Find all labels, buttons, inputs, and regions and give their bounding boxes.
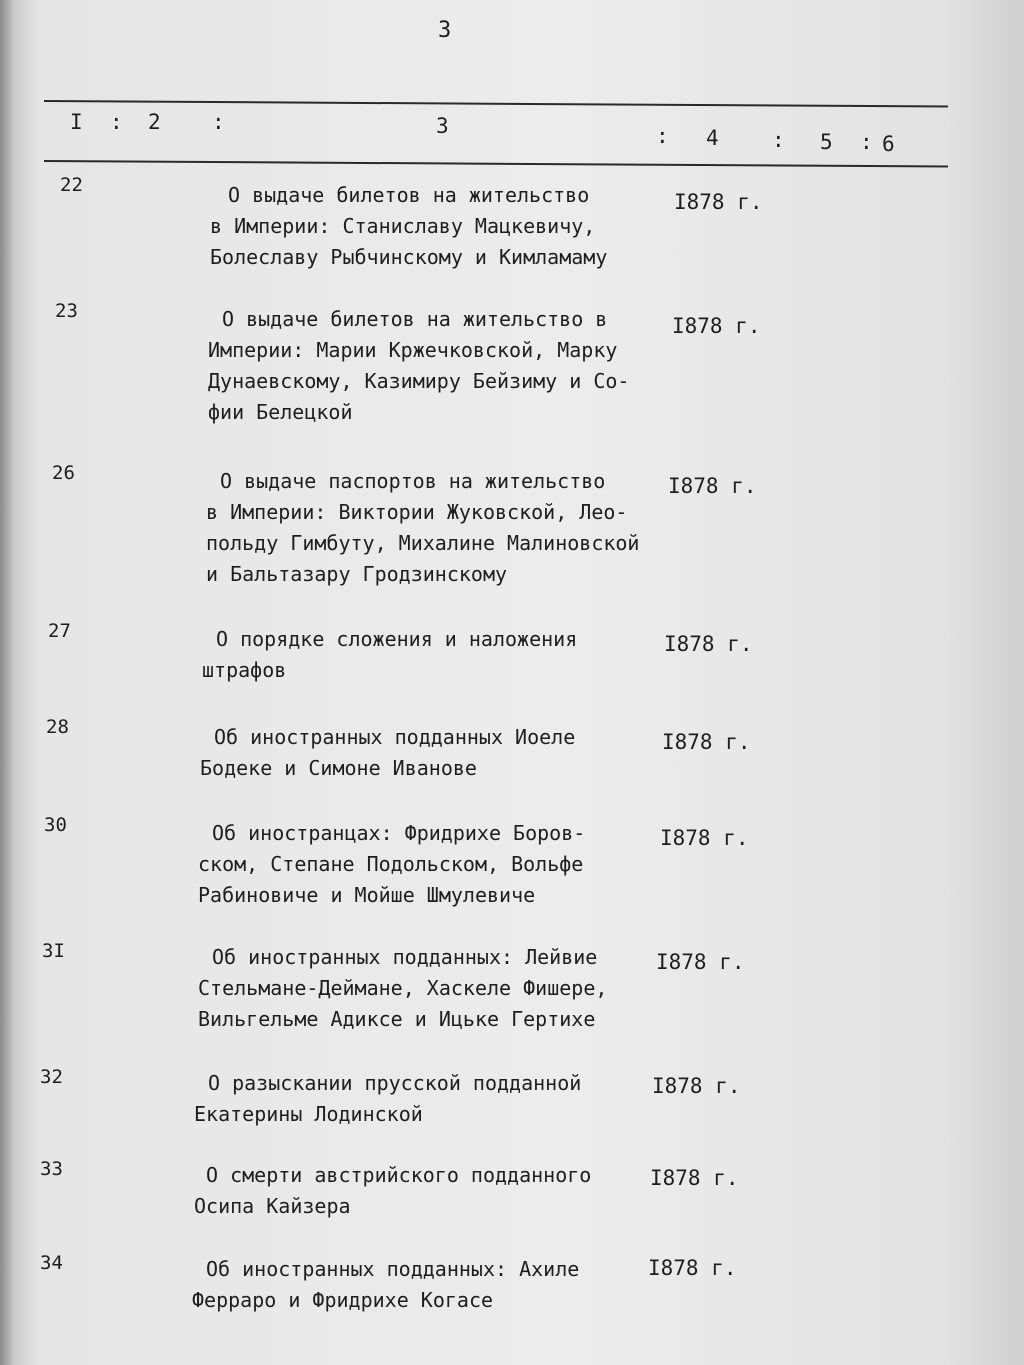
- row-year: I878 г.: [660, 826, 749, 850]
- row-title-line: штрафов: [202, 658, 287, 682]
- row-title-line: О выдаче билетов на жительство: [228, 183, 590, 207]
- header-col-1: I: [70, 110, 83, 134]
- row-year: I878 г.: [648, 1256, 737, 1280]
- row-year: I878 г.: [662, 730, 751, 754]
- row-title: [198, 942, 678, 1035]
- row-title-line: О выдаче паспортов на жительство: [220, 469, 606, 493]
- row-title-line: Дунаевскому, Казимиру Бейзиму и Со-: [208, 369, 630, 393]
- row-year: I878 г.: [656, 950, 745, 974]
- header-col-5: 5: [820, 130, 833, 154]
- header-col-4: 4: [706, 126, 719, 150]
- row-title: [202, 624, 682, 686]
- row-title: [208, 304, 688, 428]
- row-title: [192, 1254, 672, 1316]
- row-title-line: О смерти австрийского подданного: [206, 1163, 592, 1187]
- row-title-line: Болеславу Рыбчинскому и Кимламаму: [210, 245, 608, 269]
- row-title-line: Рабиновиче и Мойше Шмулевиче: [198, 883, 536, 907]
- row-title-line: Об иностранных подданных: Лейвие: [212, 945, 598, 969]
- row-title: [206, 466, 686, 590]
- row-year: I878 г.: [664, 632, 753, 656]
- row-year: I878 г.: [668, 474, 757, 498]
- row-number: 34: [40, 1252, 63, 1274]
- row-number: 30: [44, 814, 67, 836]
- row-title-line: ском, Степане Подольском, Вольфе: [198, 852, 584, 876]
- row-title-line: Стельмане-Деймане, Хаскеле Фишере,: [198, 976, 608, 1000]
- row-title: [194, 1160, 674, 1222]
- header-separator: :: [772, 128, 785, 152]
- row-title-line: польду Гимбуту, Михалине Малиновской: [206, 531, 640, 555]
- row-title-line: Об иностранных подданных: Ахиле: [206, 1257, 580, 1281]
- row-title-line: Осипа Кайзера: [194, 1194, 351, 1218]
- row-year: I878 г.: [650, 1166, 739, 1190]
- header-rule-top: [44, 100, 948, 108]
- row-number: 32: [40, 1066, 63, 1088]
- row-title: [210, 180, 690, 273]
- row-number: 27: [48, 620, 71, 642]
- row-number: 22: [60, 174, 83, 196]
- row-title-line: Екатерины Лодинской: [194, 1102, 423, 1126]
- row-title: [200, 722, 680, 784]
- page-edge-shadow: [0, 0, 14, 1365]
- header-col-6: 6: [882, 132, 895, 156]
- header-separator: :: [860, 130, 873, 154]
- row-title-line: в Империи: Виктории Жуковской, Лео-: [206, 500, 628, 524]
- row-title-line: О порядке сложения и наложения: [216, 627, 578, 651]
- row-year: I878 г.: [652, 1074, 741, 1098]
- page-number: 3: [438, 18, 452, 43]
- row-title-line: О выдаче билетов на жительство в: [222, 307, 608, 331]
- row-year: I878 г.: [674, 190, 763, 214]
- row-title-line: Империи: Марии Кржечковской, Марку: [208, 338, 618, 362]
- header-rule-bottom: [44, 160, 948, 168]
- header-col-2: 2: [148, 110, 161, 134]
- row-title-line: Об иностранцах: Фридрихе Боров-: [212, 821, 586, 845]
- row-title-line: О разыскании прусской подданной: [208, 1071, 582, 1095]
- row-title: [198, 818, 678, 911]
- row-title-line: в Империи: Станиславу Мацкевичу,: [210, 214, 596, 238]
- row-title-line: и Бальтазару Гродзинскому: [206, 562, 508, 586]
- row-number: 3I: [42, 940, 65, 962]
- row-number: 23: [55, 300, 78, 322]
- header-separator: :: [656, 124, 669, 148]
- row-year: I878 г.: [672, 314, 761, 338]
- row-title-line: фии Белецкой: [208, 400, 353, 424]
- row-title-line: Ферраро и Фридрихе Когасе: [192, 1288, 494, 1312]
- row-number: 26: [52, 462, 75, 484]
- row-title-line: Бодеке и Симоне Иванове: [200, 756, 477, 780]
- row-title: [194, 1068, 674, 1130]
- row-title-line: Вильгельме Адиксе и Ицьке Гертихе: [198, 1007, 596, 1031]
- header-col-3: 3: [436, 114, 449, 138]
- header-separator: :: [110, 110, 123, 134]
- row-title-line: Об иностранных подданных Иоеле: [214, 725, 576, 749]
- header-separator: :: [212, 110, 225, 134]
- row-number: 28: [46, 716, 69, 738]
- row-number: 33: [40, 1158, 63, 1180]
